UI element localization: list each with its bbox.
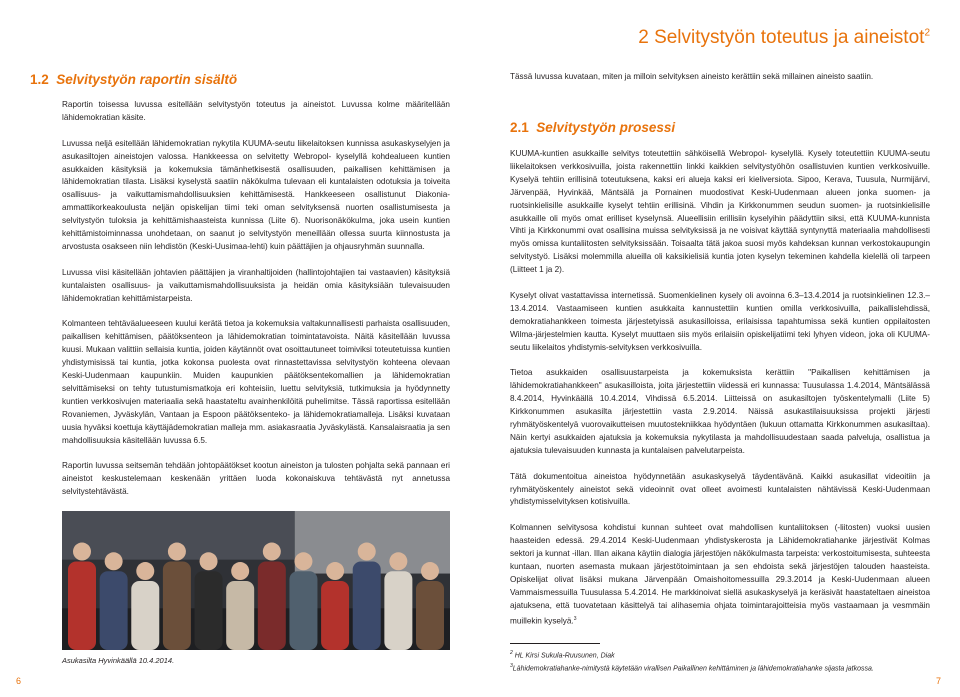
- footnotes: [510, 643, 940, 675]
- left-paragraph: Raportin toisessa luvussa esitellään selvitystyön toteutus ja aineistot. Luvussa kolme määritellään lähidemokratian käsite.: [62, 100, 450, 122]
- intro-paragraph: Tässä luvussa kuvataan, miten ja milloin selvityksen aineisto kerättiin sekä millainen aineisto saatiin.: [510, 72, 874, 81]
- left-paragraph: Raportin luvussa seitsemän tehdään johtopäätökset kootun aineiston ja tulosten pohjalta sekä pannaan eri aineistot keskustelemaan keskenään yrittäen luoda kokonaiskuva tehtävästä nyt annetussa selvitystehtävästä.: [62, 461, 450, 497]
- group-meeting-photo: [62, 511, 450, 650]
- photo-caption: Asukasilta Hyvinkäällä 10.4.2014.: [62, 656, 175, 665]
- left-paragraph: Kolmanteen tehtäväalueeseen kuului kerätä tietoa ja kokemuksia valtakunnallisesti parhaista osallisuuden, paikallisen kehittämisen, päätöksenteon ja lähidemokratian toimintatavoista. Näitä käsitellään luvussa kuusi. Mukaan valittiin sellaisia kuntia, joiden käytännöt ovat osoittautuneet toimiviksi toteutetuissa kuntien yhdistymisissä tai kuntia, jotka kokonsa puolesta ovat rinnastettavissa selvitystyön kohteena olevaan Keski-Uudenmaan kaupunkiin. Muiden kaupunkien päätöksentekomallien ja lähidemokratian selvittämiseksi on tehty tutustumismatkoja eri kohteisiin, luettu selvityksiä, tutkimuksia ja hyödynnetty kuntien verkkosivujen materiaalia sekä haastateltu avainhenkilöitä puhelimitse. Tässä raportissa esitellään Rovaniemen, Jyväskylän, Vantaan ja Espoon päätöksenteko- ja lähidemokratiamalleja. Lisäksi kuvataan uusia hyväksi koettuja käyttäjädemokratian malleja mm. asiakasraatia Jyväskylästä. Kansalaisraatia ja sen mahdollisuuksia käsitellään luvussa 6.5.: [62, 319, 450, 445]
- footnote-ref: 3: [573, 615, 577, 622]
- section-heading-1-2: 1.2 Selvitystyön raportin sisältö: [30, 72, 238, 87]
- right-paragraph: Kyselyt olivat vastattavissa internetissä. Suomenkielinen kysely oli avoinna 6.3–13.4.2014 ja ruotsinkielinen 12.3.–13.4.2014. Vastaamiseen kuntien asukkaita kannustettiin kuntien omilla verkkosivuilla, paikallislehdissä, demokratiahankkeen toimesta järjestetyissä asukasilloissa, erilaisissa tapahtumissa sekä kuntien oppilaitosten Wilma-järjestelmien kautta. Kyselyt muuttaen siis myös erilaisiin opiskelijatiimi teki lyhyen videon, joka oli KUUMA-seutu liikelaitos yhdistymis-selvityksen verkkosivuilla.: [510, 290, 930, 352]
- right-body-text: [510, 148, 930, 628]
- right-page: [480, 0, 960, 697]
- footnote-ref: 2: [924, 27, 930, 39]
- section-heading-2-1: 2.1 Selvitystyön prosessi: [510, 120, 676, 135]
- right-paragraph: Tietoa asukkaiden osallisuustarpeista ja kokemuksista kerättiin "Paikallisen kehittämisen ja lähidemokratiahankkeen" asukasilloista, joita järjestettiin viidessä eri kunnassa: Tuusulassa 1.4.2014, Mäntsälässä 8.4.2014, Hyvinkäällä 10.4.2014, Vihdissä 6.5.2014. Liitteissä on asukasiltojen työskentelymalli (Liite 5) Kirkkonummen asukasilta järjestettiin vasta 2.9.2014. Näissä asukastilaisuuksissa projekti järjesti ryhmätyöskentelyä vuorovaikutteisen muutostekniikkaa hyödyntäen (lukuun ottamatta Kirkkonummen asukasiltaa). Näin kertyi asukkaiden ajatuksia ja kokemuksia nykytilasta ja mahdollisuudestaan saada palveluja, osallistua ja ajatuksia tulevaisuuden kunnasta ja kuntalaisen palvelutarpeista.: [510, 368, 930, 455]
- footnote-divider: [510, 643, 600, 644]
- chapter-title: 2 Selvitystyön toteutus ja aineistot$^2$: [638, 27, 930, 48]
- left-paragraph: Luvussa viisi käsitellään johtavien päättäjien ja viranhaltijoiden (hallintojohtajien tai vastaavien) käsityksiä kuntalaisten osallisuus- ja vaikuttamismahdollisuuksista ja heidän omia käsityksiään tulevaisuuden lähidemokratian kehittämistarpeista.: [62, 267, 450, 303]
- footnote-item: $^2$ HL Kirsi Sukula-Ruusunen, Diak: [510, 650, 615, 660]
- right-paragraph: KUUMA-kuntien asukkaille selvitys toteutettiin sähköisellä Webropol- kyselyllä. Kysely toteutettiin KUUMA-seutu liikelaitoksen verkkosivuilla, joista rakennettiin linkki kaikkien selvitystyöhön osallistuvien kuntien verkkosivuille. Kyselyä tehtiin erillisinä toteutuksena, kaksi eri alueja kaksi eri kieliversiota. Sipoo, Kerava, Tuusula, Nurmijärvi, Järvenpää, Hyvinkää, Mäntsälä ja Pornainen muodostivat Keski-Uudenmaan alueen jonka suomen- ja ruotsinkielisille asukkaille kyselyt tehtiin erillisinä. Vihdin ja Kirkkonummen seudun suomen- ja ruotsinkielisille asukkaille oli myös omat erilliset kyselynsä. Alueellisiin erillisiin kyselyihin päädyttiin siksi, että KUUMA-kunnista Vihti ja Kirkkonummi ovat osallisina muissa selvityksissä ja ne voisivat käyttää syntynyttä materiaalia mahdollisesti myös omissa kuntaliitosten selvityksissään. Toisaalta tätä jakoa suosi myös kahdeksan kunnan verkostokaupungin selvitystyö. Lisäksi molemmilla alueilla oli kaksikielisiä kuntia joten kyselyn tekeminen kahdella kielellä oli tarpeen (Liitteet 1 ja 2).: [510, 149, 930, 275]
- right-paragraph: Tätä dokumentoitua aineistoa hyödynnetään asukaskyselyä täydentävänä. Kaikki asukasillat videoitiin ja ryhmätyöskentely aineistot sekä videoinnit ovat olleet avoimesti kuntalaisten nähtävissä Keski-Uudenmaan yhdistymisselvityksen kotisivuilla.: [510, 471, 930, 507]
- page-number-right: 7: [936, 676, 942, 686]
- right-intro-text: [510, 71, 930, 84]
- right-paragraph: Kolmannen selvitysosa kohdistui kunnan suhteet ovat mahdollisen kuntaliitoksen (-liitosten) vuoksi uusien haasteiden edessä. 29.4.2014 Keski-Uudenmaan yhdistyskerosta ja Lähidemokratiahanke järjestivät Kolmas sektori ja kunnat -illan. Illan aikana käytiin dialogia järjestöjen näkökulmasta tarpeista: verkostoitumisesta, suhteesta kuntaan, nuorten asemasta mukaan järjestötoimintaan ja sen ehdoista sekä järjestöjen talouden haasteista. Opiskelijat olivat lisäksi mukana Järvenpään Omaishoitomessuilla 29.3.2014 ja Keski-Uudenmaan alueen Vammaismessuilla Tuusulassa 5.4.2014. He markkinoivat siellä asukaskyselyä ja keräsivät haastateltaen aineistoa ajatuksena, että tuovatetaan käsittelyä tai alihasemia ohjata toimintarajoitteisia myös vastaamaan ja vesmmäin muillekin kyselyä.$^3$: [510, 523, 930, 626]
- left-paragraph: Luvussa neljä esitellään lähidemokratian nykytila KUUMA-seutu liikelaitoksen kunnissa asukaskyselyjen ja asukasiltojen aineistojen valossa. Hankkeessa on selvitetty Webropol- kyselyllä kohdealueen kuntien asukkaiden käsityksiä ja kokemuksia tämänhetkisestä osallisuuden, paikallisen kehittämisen ja lähidemokratian tilasta. Lisäksi kyselystä saatiin näkökulma tulevaan eli kuntalaisten odotuksia ja toiveita osallisuus- ja vaikuttamismahdollisuuksien kehittämisestä. Hankkeeseen osallistunut Diakonia-ammattikorkeakoulusta neljän opiskelijan tiimi teki oman selvityksensä nuorten osallistumisesta ja selvitystyön tuloksia ja kehittämishaasteista kunnissa (Liite 6). Nuorisonäkökulma, joka usein kuntien kehittämistoiminnassa unohdetaan, on saanut jo selvitystyön meneillään ollessa suurta kiinnostusta ja arvostusta osakseen niin lehdistön (Keski-Uusimaa-lehti) kuin päättäjien ja ohjausryhmän suunnalla.: [62, 138, 450, 251]
- footnote-item: $^3$Lähidemokratiahanke-nimitystä käytetään virallisen Paikallinen kehittäminen ja lähidemokratiahanke sijasta jatkossa.: [510, 663, 874, 673]
- left-body-text: [62, 99, 450, 499]
- page-number-left: 6: [16, 676, 22, 686]
